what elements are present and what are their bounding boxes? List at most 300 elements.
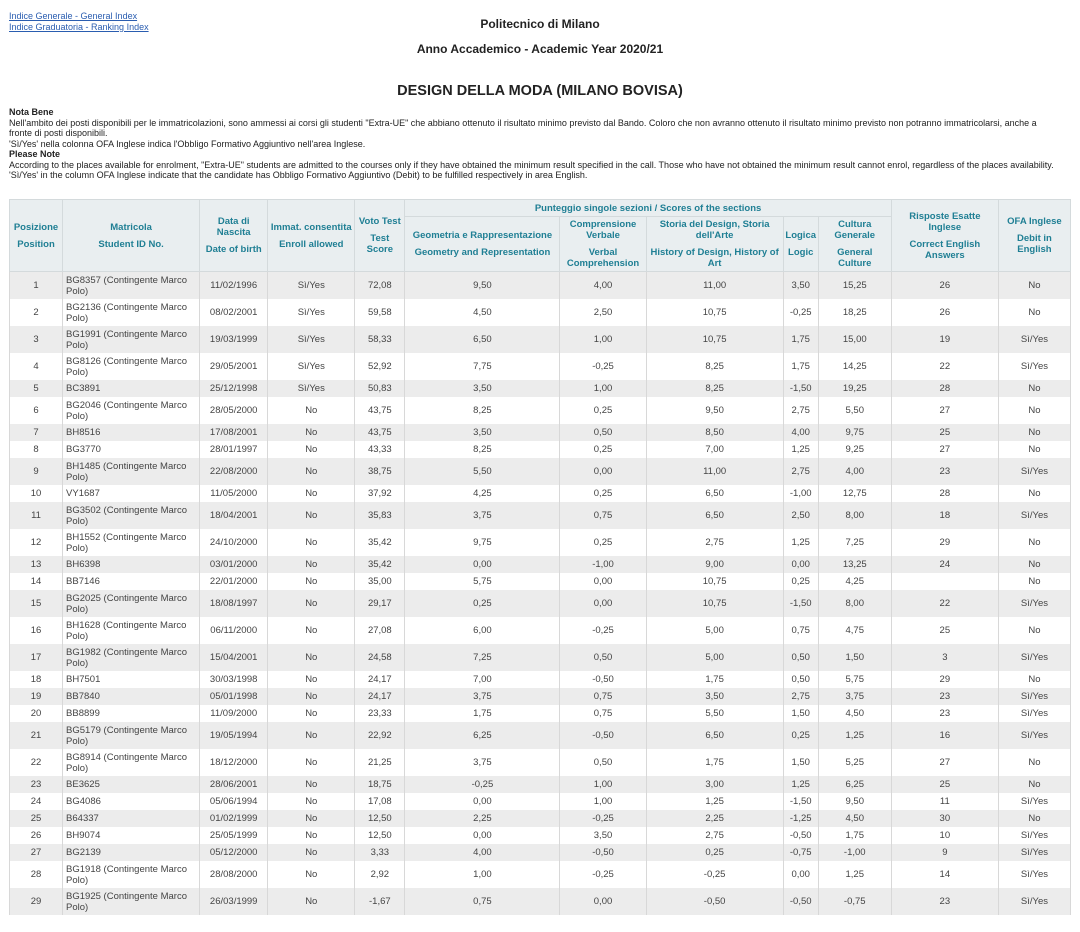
cell-position: 23 [10,776,63,793]
cell-date-of-birth: 28/05/2000 [200,397,268,424]
cell-test-score: 72,08 [355,272,405,300]
cell-geometry: 3,50 [405,380,560,397]
cell-verbal: -0,25 [560,353,646,380]
cell-ofa-english: Sì/Yes [998,888,1070,915]
cell-english-answers: 19 [891,326,998,353]
cell-ofa-english: Sì/Yes [998,827,1070,844]
cell-geometry: 6,25 [405,722,560,749]
cell-date-of-birth: 30/03/1998 [200,671,268,688]
cell-history: 8,25 [646,380,783,397]
cell-logic: -0,50 [783,827,818,844]
cell-ofa-english: Sì/Yes [998,861,1070,888]
cell-ofa-english: Sì/Yes [998,844,1070,861]
table-row [10,272,1071,300]
cell-history: 9,00 [646,556,783,573]
cell-geometry: -0,25 [405,776,560,793]
cell-test-score: 22,92 [355,722,405,749]
cell-geometry: 3,75 [405,688,560,705]
cell-student-id: BG2025 (Contingente Marco Polo) [63,590,200,617]
cell-english-answers: 9 [891,844,998,861]
cell-position: 15 [10,590,63,617]
cell-position: 6 [10,397,63,424]
cell-history: 0,25 [646,844,783,861]
table-row [10,827,1071,844]
col-header-ofa-english [998,200,1070,272]
cell-student-id: BG1991 (Contingente Marco Polo) [63,326,200,353]
cell-enroll-allowed: No [268,827,355,844]
cell-verbal: -0,50 [560,844,646,861]
cell-test-score: 50,83 [355,380,405,397]
cell-ofa-english: No [998,299,1070,326]
cell-student-id: BG1982 (Contingente Marco Polo) [63,644,200,671]
cell-ofa-english: Sì/Yes [998,326,1070,353]
col-header-position [10,200,63,272]
cell-test-score: 24,58 [355,644,405,671]
cell-ofa-english: Sì/Yes [998,353,1070,380]
table-row [10,617,1071,644]
cell-date-of-birth: 18/08/1997 [200,590,268,617]
cell-logic: 1,25 [783,776,818,793]
cell-ofa-english: No [998,397,1070,424]
cell-student-id: BB8899 [63,705,200,722]
cell-date-of-birth: 28/08/2000 [200,861,268,888]
cell-english-answers: 30 [891,810,998,827]
cell-history: 6,50 [646,722,783,749]
cell-enroll-allowed: No [268,485,355,502]
cell-position: 8 [10,441,63,458]
cell-culture: 4,00 [818,458,891,485]
cell-test-score: 35,42 [355,556,405,573]
col-header-it: Voto Test [358,216,401,227]
cell-geometry: 0,00 [405,827,560,844]
cell-ofa-english: No [998,380,1070,397]
cell-verbal: 0,00 [560,458,646,485]
cell-logic: 0,50 [783,644,818,671]
cell-test-score: 3,33 [355,844,405,861]
cell-test-score: 29,17 [355,590,405,617]
cell-enroll-allowed: No [268,722,355,749]
cell-geometry: 7,00 [405,671,560,688]
col-header-logic [783,217,818,272]
cell-english-answers: 24 [891,556,998,573]
cell-enroll-allowed: No [268,776,355,793]
cell-verbal: -0,50 [560,722,646,749]
cell-history: 9,50 [646,397,783,424]
cell-history: 5,50 [646,705,783,722]
cell-enroll-allowed: No [268,861,355,888]
table-row [10,671,1071,688]
cell-student-id: BH8516 [63,424,200,441]
cell-position: 22 [10,749,63,776]
cell-english-answers: 25 [891,424,998,441]
cell-test-score: 58,33 [355,326,405,353]
cell-geometry: 4,50 [405,299,560,326]
cell-geometry: 5,75 [405,573,560,590]
cell-history: 7,00 [646,441,783,458]
cell-verbal: 0,25 [560,485,646,502]
cell-student-id: BG8126 (Contingente Marco Polo) [63,353,200,380]
cell-enroll-allowed: No [268,502,355,529]
ranking-index-link[interactable]: Indice Graduatoria - Ranking Index [9,22,149,32]
cell-enroll-allowed: Sì/Yes [268,299,355,326]
col-header-en: Enroll allowed [279,238,344,250]
cell-student-id: BH9074 [63,827,200,844]
cell-date-of-birth: 15/04/2001 [200,644,268,671]
cell-enroll-allowed: No [268,810,355,827]
cell-culture: 5,50 [818,397,891,424]
cell-history: 11,00 [646,272,783,300]
cell-student-id: BE3625 [63,776,200,793]
cell-test-score: 35,83 [355,502,405,529]
col-header-enroll-allowed [268,200,355,272]
col-header-en: Date of birth [205,244,262,255]
cell-geometry: 0,00 [405,793,560,810]
cell-english-answers: 27 [891,441,998,458]
cell-test-score: 52,92 [355,353,405,380]
cell-english-answers: 28 [891,485,998,502]
cell-test-score: 35,00 [355,573,405,590]
cell-verbal: 1,00 [560,380,646,397]
cell-test-score: 24,17 [355,671,405,688]
cell-verbal: -1,00 [560,556,646,573]
cell-geometry: 0,75 [405,888,560,915]
cell-student-id: BH6398 [63,556,200,573]
cell-culture: -1,00 [818,844,891,861]
cell-date-of-birth: 11/05/2000 [200,485,268,502]
cell-ofa-english: No [998,810,1070,827]
cell-history: 3,00 [646,776,783,793]
cell-test-score: 17,08 [355,793,405,810]
cell-history: 2,75 [646,827,783,844]
cell-ofa-english: No [998,573,1070,590]
cell-english-answers [891,573,998,590]
cell-logic: -0,25 [783,299,818,326]
cell-history: -0,50 [646,888,783,915]
cell-history: 11,00 [646,458,783,485]
cell-history: 5,00 [646,644,783,671]
cell-student-id: BB7840 [63,688,200,705]
cell-history: 6,50 [646,502,783,529]
cell-culture: 3,75 [818,688,891,705]
table-row [10,485,1071,502]
cell-english-answers: 16 [891,722,998,749]
table-row [10,705,1071,722]
cell-culture: 12,75 [818,485,891,502]
cell-logic: 1,25 [783,441,818,458]
cell-verbal: -0,25 [560,810,646,827]
cell-test-score: 2,92 [355,861,405,888]
cell-geometry: 6,50 [405,326,560,353]
col-header-geometry [405,217,560,272]
cell-logic: 2,75 [783,397,818,424]
table-row [10,793,1071,810]
cell-ofa-english: Sì/Yes [998,705,1070,722]
col-header-english-answers [891,200,998,272]
col-header-en: Test Score [366,233,394,255]
cell-student-id: BG1918 (Contingente Marco Polo) [63,861,200,888]
cell-logic: -0,75 [783,844,818,861]
cell-logic: 1,75 [783,353,818,380]
cell-geometry: 4,00 [405,844,560,861]
cell-geometry: 6,00 [405,617,560,644]
cell-date-of-birth: 28/06/2001 [200,776,268,793]
cell-history: 5,00 [646,617,783,644]
cell-position: 5 [10,380,63,397]
cell-logic: 2,50 [783,502,818,529]
col-header-en: Geometry and Representation [414,247,551,258]
cell-date-of-birth: 25/12/1998 [200,380,268,397]
course-title: DESIGN DELLA MODA (MILANO BOVISA) [397,83,683,99]
cell-date-of-birth: 01/02/1999 [200,810,268,827]
cell-date-of-birth: 18/12/2000 [200,749,268,776]
cell-date-of-birth: 22/01/2000 [200,573,268,590]
cell-history: 10,75 [646,326,783,353]
cell-date-of-birth: 08/02/2001 [200,299,268,326]
cell-student-id: BH1552 (Contingente Marco Polo) [63,529,200,556]
cell-geometry: 2,25 [405,810,560,827]
cell-history: 8,25 [646,353,783,380]
cell-date-of-birth: 11/02/1996 [200,272,268,300]
cell-history: 10,75 [646,590,783,617]
cell-logic: 2,75 [783,688,818,705]
cell-test-score: 43,75 [355,424,405,441]
cell-position: 18 [10,671,63,688]
cell-position: 19 [10,688,63,705]
cell-ofa-english: No [998,671,1070,688]
col-header-it: Posizione [13,221,59,233]
cell-ofa-english: No [998,749,1070,776]
cell-verbal: 1,00 [560,776,646,793]
cell-geometry: 1,00 [405,861,560,888]
cell-geometry: 1,75 [405,705,560,722]
cell-student-id: BH7501 [63,671,200,688]
cell-history: -0,25 [646,861,783,888]
cell-english-answers: 23 [891,688,998,705]
cell-ofa-english: No [998,776,1070,793]
notes [9,107,1059,181]
cell-enroll-allowed: No [268,644,355,671]
table-row [10,556,1071,573]
cell-verbal: 0,75 [560,705,646,722]
cell-position: 27 [10,844,63,861]
cell-english-answers: 26 [891,272,998,300]
sections-group-header: Punteggio singole sezioni / Scores of the sections [405,200,891,217]
cell-test-score: 43,75 [355,397,405,424]
cell-enroll-allowed: No [268,671,355,688]
cell-culture: 8,00 [818,590,891,617]
cell-ofa-english: No [998,272,1070,300]
cell-test-score: 12,50 [355,827,405,844]
cell-date-of-birth: 05/06/1994 [200,793,268,810]
cell-student-id: BG3502 (Contingente Marco Polo) [63,502,200,529]
note-it-p2: 'Sì/Yes' nella colonna OFA Inglese indica l'Obbligo Formativo Aggiuntivo nell'area Inglese. [9,138,366,149]
cell-position: 20 [10,705,63,722]
cell-english-answers: 27 [891,397,998,424]
note-en-title: Please Note [9,149,61,159]
cell-student-id: BG3770 [63,441,200,458]
cell-test-score: 23,33 [355,705,405,722]
cell-verbal: 4,00 [560,272,646,300]
cell-test-score: 18,75 [355,776,405,793]
cell-date-of-birth: 28/01/1997 [200,441,268,458]
cell-student-id: BG8914 (Contingente Marco Polo) [63,749,200,776]
cell-test-score: 59,58 [355,299,405,326]
cell-english-answers: 29 [891,671,998,688]
cell-position: 4 [10,353,63,380]
cell-geometry: 5,50 [405,458,560,485]
cell-culture: 4,25 [818,573,891,590]
cell-student-id: BC3891 [63,380,200,397]
cell-enroll-allowed: No [268,424,355,441]
cell-student-id: VY1687 [63,485,200,502]
cell-verbal: 0,00 [560,888,646,915]
general-index-link[interactable]: Indice Generale - General Index [9,11,138,21]
cell-position: 21 [10,722,63,749]
cell-date-of-birth: 17/08/2001 [200,424,268,441]
cell-date-of-birth: 03/01/2000 [200,556,268,573]
cell-english-answers: 25 [891,776,998,793]
col-header-en: Position [17,238,55,250]
col-header-it: Cultura Generale [834,219,876,241]
table-row [10,502,1071,529]
cell-student-id: BH1485 (Contingente Marco Polo) [63,458,200,485]
cell-verbal: 1,00 [560,793,646,810]
cell-verbal: 0,75 [560,688,646,705]
col-header-student-id [63,200,200,272]
note-it-p1: Nell'ambito dei posti disponibili per le immatricolazioni, sono ammessi ai corsi gli studenti "Extra-UE" che abbiano ottenuto il risultato minimo previsto dal Bando. Coloro che non avranno ottenuto il risultato minimo previsto non potranno immatricolarsi, anche a fronte di posti disponibili. [9,117,1037,138]
cell-verbal: -0,25 [560,861,646,888]
cell-student-id: BG2046 (Contingente Marco Polo) [63,397,200,424]
cell-verbal: 0,00 [560,590,646,617]
cell-culture: 18,25 [818,299,891,326]
cell-logic: 0,00 [783,861,818,888]
cell-ofa-english: Sì/Yes [998,590,1070,617]
col-header-en: Debit in English [1017,233,1052,255]
cell-date-of-birth: 22/08/2000 [200,458,268,485]
cell-english-answers: 25 [891,617,998,644]
col-header-it: Geometria e Rappresentazione [412,230,553,241]
col-header-it: Matricola [110,221,152,233]
cell-position: 12 [10,529,63,556]
col-header-en: Verbal Comprehension [566,247,640,269]
cell-student-id: BG2136 (Contingente Marco Polo) [63,299,200,326]
cell-ofa-english: No [998,529,1070,556]
table-row [10,299,1071,326]
cell-test-score: 43,33 [355,441,405,458]
cell-english-answers: 11 [891,793,998,810]
cell-culture: -0,75 [818,888,891,915]
cell-logic: 1,25 [783,529,818,556]
col-header-it: Storia del Design, Storia dell'Arte [659,219,770,241]
cell-culture: 1,50 [818,644,891,671]
col-header-it: Risposte Esatte Inglese [909,210,981,233]
cell-english-answers: 10 [891,827,998,844]
cell-verbal: 0,25 [560,529,646,556]
cell-culture: 14,25 [818,353,891,380]
cell-verbal: 0,50 [560,644,646,671]
cell-english-answers: 3 [891,644,998,671]
cell-verbal: -0,50 [560,671,646,688]
cell-ofa-english: No [998,424,1070,441]
cell-logic: 2,75 [783,458,818,485]
cell-culture: 15,25 [818,272,891,300]
col-header-en: Logic [788,247,814,258]
cell-ofa-english: Sì/Yes [998,458,1070,485]
cell-geometry: 9,75 [405,529,560,556]
cell-history: 8,50 [646,424,783,441]
col-header-history [646,217,783,272]
cell-ofa-english: Sì/Yes [998,502,1070,529]
cell-history: 1,75 [646,749,783,776]
col-header-en: Student ID No. [98,238,164,250]
cell-enroll-allowed: No [268,397,355,424]
cell-test-score: 27,08 [355,617,405,644]
cell-test-score: 24,17 [355,688,405,705]
cell-date-of-birth: 29/05/2001 [200,353,268,380]
table-row [10,573,1071,590]
cell-enroll-allowed: No [268,458,355,485]
cell-test-score: 38,75 [355,458,405,485]
cell-enroll-allowed: No [268,844,355,861]
col-header-verbal [560,217,646,272]
cell-position: 10 [10,485,63,502]
cell-enroll-allowed: No [268,529,355,556]
cell-logic: 0,25 [783,573,818,590]
table-row [10,529,1071,556]
cell-english-answers: 29 [891,529,998,556]
cell-verbal: 2,50 [560,299,646,326]
cell-culture: 1,75 [818,827,891,844]
cell-date-of-birth: 06/11/2000 [200,617,268,644]
table-row [10,688,1071,705]
cell-position: 2 [10,299,63,326]
cell-culture: 4,50 [818,810,891,827]
cell-position: 9 [10,458,63,485]
cell-logic: 3,50 [783,272,818,300]
cell-culture: 9,75 [818,424,891,441]
cell-geometry: 7,25 [405,644,560,671]
cell-culture: 6,25 [818,776,891,793]
cell-student-id: BG1925 (Contingente Marco Polo) [63,888,200,915]
table-row [10,776,1071,793]
cell-enroll-allowed: No [268,705,355,722]
ranking-table [9,199,1071,915]
col-header-it: Immat. consentita [270,221,352,233]
cell-position: 14 [10,573,63,590]
academic-year: Anno Accademico - Academic Year 2020/21 [416,42,664,56]
cell-ofa-english: No [998,441,1070,458]
cell-test-score: 35,42 [355,529,405,556]
col-header-it: Logica [785,230,817,241]
cell-verbal: 0,50 [560,424,646,441]
col-header-test-score [355,200,405,272]
cell-english-answers: 26 [891,299,998,326]
cell-culture: 13,25 [818,556,891,573]
cell-position: 28 [10,861,63,888]
table-row [10,397,1071,424]
cell-english-answers: 14 [891,861,998,888]
cell-position: 7 [10,424,63,441]
cell-logic: 4,00 [783,424,818,441]
cell-culture: 9,25 [818,441,891,458]
cell-student-id: BH1628 (Contingente Marco Polo) [63,617,200,644]
cell-enroll-allowed: No [268,573,355,590]
cell-verbal: 1,00 [560,326,646,353]
cell-student-id: BG5179 (Contingente Marco Polo) [63,722,200,749]
cell-logic: -1,25 [783,810,818,827]
cell-enroll-allowed: No [268,590,355,617]
cell-english-answers: 22 [891,590,998,617]
